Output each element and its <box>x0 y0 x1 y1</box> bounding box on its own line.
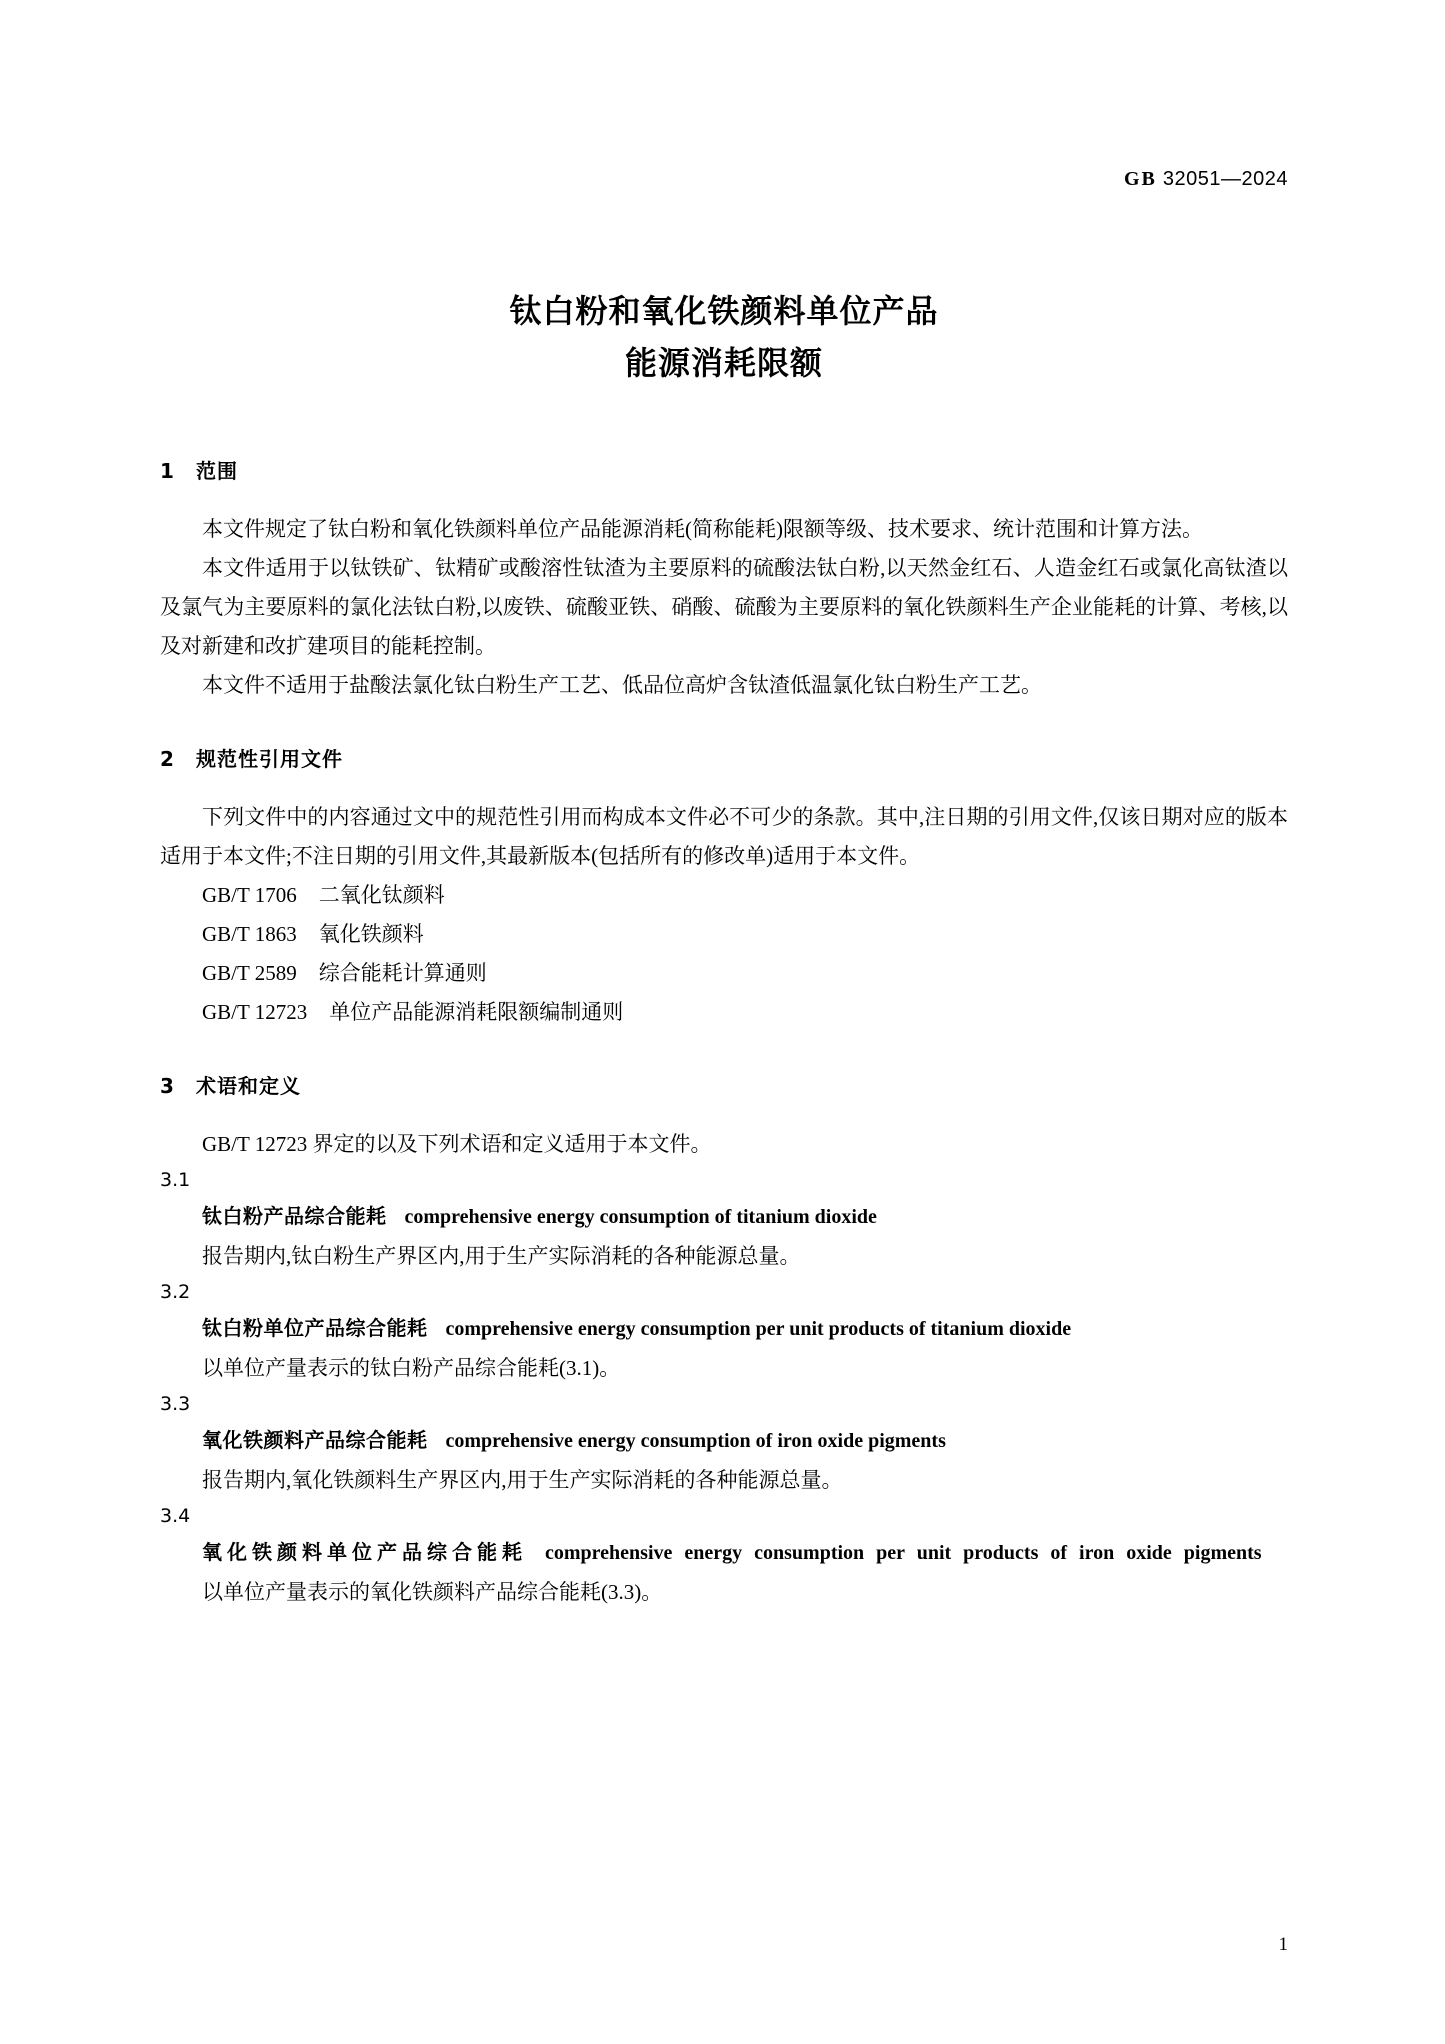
standard-number: 32051—2024 <box>1162 168 1288 190</box>
term-definition-3-4: 以单位产量表示的氧化铁颜料产品综合能耗(3.3)。 <box>202 1580 663 1604</box>
standard-mark: GB <box>1123 168 1157 190</box>
term-name-en-3-3: comprehensive energy consumption of iron oxide pigments <box>445 1430 946 1452</box>
term-name-en-3-2: comprehensive energy consumption per unit products of titanium dioxide <box>445 1318 1072 1340</box>
term-definition-3-2: 以单位产量表示的钛白粉产品综合能耗(3.1)。 <box>202 1356 621 1380</box>
term-heading-3-4 <box>160 1533 1288 1573</box>
term-number-3-1: 3.1 <box>160 1169 191 1191</box>
term-name-en-3-4: comprehensive energy consumption per unit products of iron oxide pigments <box>545 1542 1262 1564</box>
running-header <box>160 168 1288 191</box>
reference-item <box>160 876 1288 915</box>
clause-number-3: 3 <box>160 1074 175 1098</box>
term-name-cn-3-4: 氧化铁颜料单位产品综合能耗 <box>202 1540 527 1564</box>
page-number: 1 <box>1278 1934 1288 1955</box>
document-title <box>160 285 1288 389</box>
reference-item <box>160 915 1288 954</box>
clause-1-paragraph-2: 本文件适用于以钛铁矿、钛精矿或酸溶性钛渣为主要原料的硫酸法钛白粉,以天然金红石、人造金红石或氯化高钛渣以及氯气为主要原料的氯化法钛白粉,以废铁、硫酸亚铁、硝酸、硫酸为主要原料的氧化铁颜料生产企业能耗的计算、考核,以及对新建和改扩建项目的能耗控制。 <box>160 556 1288 658</box>
clause-number-1: 1 <box>160 459 175 483</box>
term-heading-3-2 <box>160 1309 1288 1349</box>
reference-code: GB/T 1863 <box>202 922 297 946</box>
reference-name: 单位产品能源消耗限额编制通则 <box>329 1000 624 1024</box>
reference-name: 综合能耗计算通则 <box>318 961 487 985</box>
term-number-3-3: 3.3 <box>160 1393 191 1415</box>
reference-name: 二氧化钛颜料 <box>318 883 445 907</box>
clause-1-paragraph-1: 本文件规定了钛白粉和氧化铁颜料单位产品能源消耗(简称能耗)限额等级、技术要求、统计范围和计算方法。 <box>202 517 1203 541</box>
clause-text-1: 范围 <box>196 459 238 483</box>
clause-heading-2 <box>160 743 1288 772</box>
term-name-en-3-1: comprehensive energy consumption of titanium dioxide <box>404 1206 877 1228</box>
term-name-cn-3-1: 钛白粉产品综合能耗 <box>202 1204 387 1228</box>
term-name-cn-3-2: 钛白粉单位产品综合能耗 <box>202 1316 428 1340</box>
term-number-3-4: 3.4 <box>160 1505 191 1527</box>
reference-code: GB/T 2589 <box>202 961 297 985</box>
reference-item <box>160 993 1288 1032</box>
clause-text-3: 术语和定义 <box>196 1074 301 1098</box>
term-number-3-2: 3.2 <box>160 1281 191 1303</box>
clause-2-paragraph-1: 下列文件中的内容通过文中的规范性引用而构成本文件必不可少的条款。其中,注日期的引用文件,仅该日期对应的版本适用于本文件;不注日期的引用文件,其最新版本(包括所有的修改单)适用于本文件。 <box>160 805 1288 868</box>
term-heading-3-3 <box>160 1421 1288 1461</box>
term-name-cn-3-3: 氧化铁颜料产品综合能耗 <box>202 1428 428 1452</box>
clause-text-2: 规范性引用文件 <box>196 747 343 771</box>
clause-heading-3 <box>160 1070 1288 1099</box>
term-heading-3-1 <box>160 1197 1288 1237</box>
reference-item <box>160 954 1288 993</box>
clause-number-2: 2 <box>160 747 175 771</box>
document-body <box>160 455 1288 1612</box>
title-line-2: 能源消耗限额 <box>624 344 823 382</box>
title-line-1: 钛白粉和氧化铁颜料单位产品 <box>509 292 939 330</box>
clause-1-paragraph-3: 本文件不适用于盐酸法氯化钛白粉生产工艺、低品位高炉含钛渣低温氯化钛白粉生产工艺。 <box>202 673 1042 697</box>
clause-3-paragraph-1: GB/T 12723 界定的以及下列术语和定义适用于本文件。 <box>202 1132 712 1156</box>
reference-code: GB/T 1706 <box>202 883 297 907</box>
term-definition-3-1: 报告期内,钛白粉生产界区内,用于生产实际消耗的各种能源总量。 <box>202 1244 801 1268</box>
reference-name: 氧化铁颜料 <box>318 922 424 946</box>
reference-code: GB/T 12723 <box>202 1000 308 1024</box>
clause-heading-1 <box>160 455 1288 484</box>
term-definition-3-3: 报告期内,氧化铁颜料生产界区内,用于生产实际消耗的各种能源总量。 <box>202 1468 843 1492</box>
